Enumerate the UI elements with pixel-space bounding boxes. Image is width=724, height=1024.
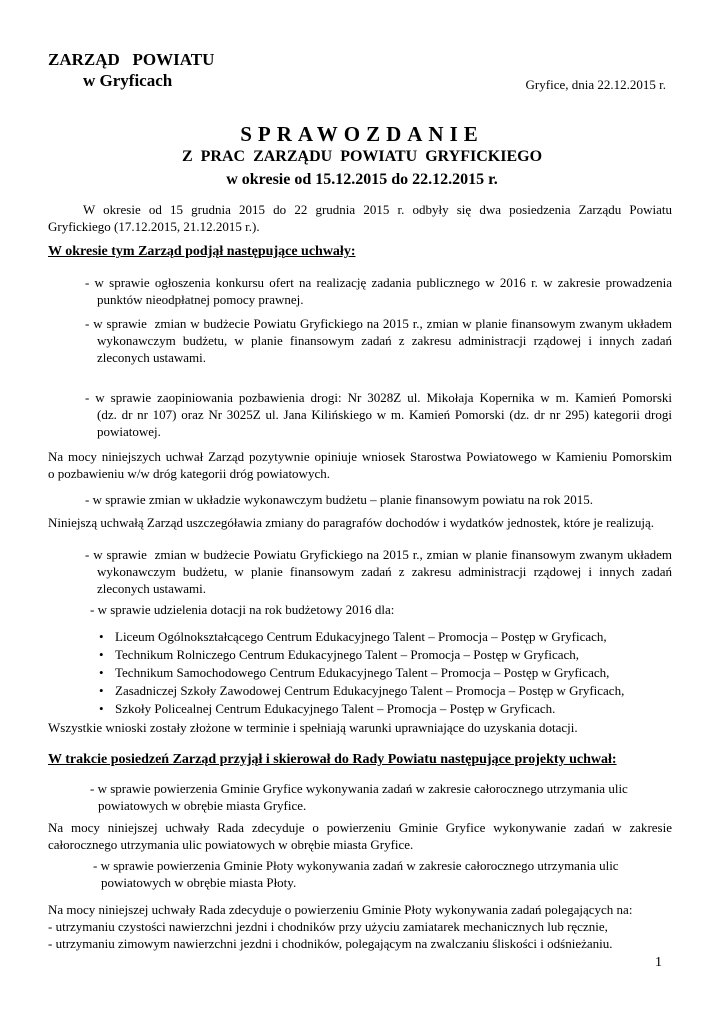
item-line: powiatowej. bbox=[97, 424, 161, 439]
section-heading: W trakcie posiedzeń Zarząd przyjął i skierował do Rady Powiatu następujące projekty uchwał: bbox=[48, 752, 617, 767]
resolution-item bbox=[85, 315, 672, 366]
issuer-city: w Gryficach bbox=[83, 71, 173, 90]
item-line: - w sprawie zaopiniowania pozbawienia drogi: Nr 3028Z ul. Mikołaja Kopernika w m. Kamień Pomorski bbox=[85, 390, 672, 405]
note-line: - utrzymaniu czystości nawierzchni jezdni i chodników przy użyciu zamiatarek mechanicznych lub ręcznie, bbox=[48, 919, 608, 934]
note-line: - utrzymaniu zimowym nawierzchni jezdni i chodników, polegającym na zwalczaniu śliskości i odśnieżaniu. bbox=[48, 936, 613, 951]
explanation-paragraph bbox=[48, 448, 672, 482]
note-line: całorocznego utrzymania ulic powiatowych w obrębie miasta Gryfice. bbox=[48, 837, 414, 852]
item-line: - w sprawie powierzenia Gminie Płoty wykonywania zadań w zakresie całorocznego utrzymania ulic bbox=[93, 858, 619, 873]
item-line: - w sprawie powierzenia Gminie Gryfice wykonywania zadań w zakresie całorocznego utrzymania ulic bbox=[90, 781, 628, 796]
item-line: zleconych ustawami. bbox=[97, 350, 207, 365]
item-line: - w sprawie ogłoszenia konkursu ofert na realizację zadania publicznego w 2016 r. w zakresie prowadzenia bbox=[85, 275, 672, 290]
intro-paragraph bbox=[48, 201, 672, 235]
explanation-paragraph bbox=[48, 901, 672, 952]
document-period: w okresie od 15.12.2015 do 22.12.2015 r. bbox=[226, 171, 498, 188]
resolution-item: - w sprawie zmian w układzie wykonawczym budżetu – planie finansowym powiatu na rok 2015. bbox=[85, 492, 593, 507]
list-item: • Liceum Ogólnokształcącego Centrum Edukacyjnego Talent – Promocja – Postęp w Gryficach, bbox=[99, 628, 659, 646]
resolution-item bbox=[85, 546, 672, 597]
list-item: • Technikum Rolniczego Centrum Edukacyjnego Talent – Promocja – Postęp w Gryficach, bbox=[99, 646, 659, 664]
resolution-item: - w sprawie udzielenia dotacji na rok budżetowy 2016 dla: bbox=[90, 602, 395, 617]
note-line: Na mocy niniejszych uchwał Zarząd pozytywnie opiniuje wniosek Starostwa Powiatowego w Kamieniu Pomorskim bbox=[48, 449, 672, 464]
grant-recipients-list bbox=[99, 628, 659, 718]
issuer-name: ZARZĄD POWIATU bbox=[48, 50, 215, 69]
intro-line: W okresie od 15 grudnia 2015 do 22 grudnia 2015 r. odbyły się dwa posiedzenia Zarządu Powiatu bbox=[83, 202, 672, 217]
draft-resolution-item bbox=[90, 780, 650, 814]
list-item: • Szkoły Policealnej Centrum Edukacyjnego Talent – Promocja – Postęp w Gryficach. bbox=[99, 700, 659, 718]
item-line: - w sprawie zmian w budżecie Powiatu Gryfickiego na 2015 r., zmian w planie finansowym zwanym układem bbox=[85, 316, 672, 331]
explanation-paragraph: Wszystkie wnioski zostały złożone w terminie i spełniają warunki uprawniające do uzyskania dotacji. bbox=[48, 720, 578, 735]
intro-line: Gryfickiego (17.12.2015, 21.12.2015 r.). bbox=[48, 219, 260, 234]
page-number: 1 bbox=[655, 955, 662, 970]
list-item: • Technikum Samochodowego Centrum Edukacyjnego Talent – Promocja – Postęp w Gryficach, bbox=[99, 664, 659, 682]
document-title: SPRAWOZDANIE bbox=[240, 122, 484, 146]
list-item: • Zasadniczej Szkoły Zawodowej Centrum Edukacyjnego Talent – Promocja – Postęp w Gryficach, bbox=[99, 682, 659, 700]
document-date: Gryfice, dnia 22.12.2015 r. bbox=[525, 77, 666, 92]
explanation-paragraph bbox=[48, 819, 672, 853]
note-line: o pozbawieniu w/w dróg kategorii dróg powiatowych. bbox=[48, 466, 330, 481]
resolution-item bbox=[85, 389, 672, 440]
note-line: Na mocy niniejszej uchwały Rada zdecyduje o powierzeniu Gminie Płoty wykonywania zadań polegających na: bbox=[48, 902, 633, 917]
item-line: wykonawczym budżetu, w planie finansowym zadań z zakresu administracji rządowej i innych zadań bbox=[97, 333, 672, 348]
resolution-item bbox=[85, 274, 672, 308]
item-line: powiatowych w obrębie miasta Gryfice. bbox=[98, 798, 307, 813]
item-line: - w sprawie zmian w budżecie Powiatu Gryfickiego na 2015 r., zmian w planie finansowym zwanym układem bbox=[85, 547, 672, 562]
document-subtitle: Z PRAC ZARZĄDU POWIATU GRYFICKIEGO bbox=[181, 148, 543, 165]
item-line: (dz. dr nr 107) oraz Nr 3025Z ul. Jana Kilińskiego w m. Kamień Pomorski (dz. dr nr 295) kategorii drogi bbox=[97, 407, 672, 422]
draft-resolution-item bbox=[93, 857, 653, 891]
item-line: powiatowych w obrębie miasta Płoty. bbox=[101, 875, 297, 890]
explanation-paragraph: Niniejszą uchwałą Zarząd uszczegóławia zmiany do paragrafów dochodów i wydatków jednostek, które je realizują. bbox=[48, 515, 655, 530]
item-line: zleconych ustawami. bbox=[97, 581, 207, 596]
note-line: Na mocy niniejszej uchwały Rada zdecyduje o powierzeniu Gminie Gryfice wykonywanie zadań w zakresie bbox=[48, 820, 672, 835]
item-line: wykonawczym budżetu, w planie finansowym zadań z zakresu administracji rządowej i innych zadań bbox=[97, 564, 672, 579]
item-line: punktów nieodpłatnej pomocy prawnej. bbox=[97, 292, 304, 307]
section-heading: W okresie tym Zarząd podjął następujące uchwały: bbox=[48, 244, 356, 259]
